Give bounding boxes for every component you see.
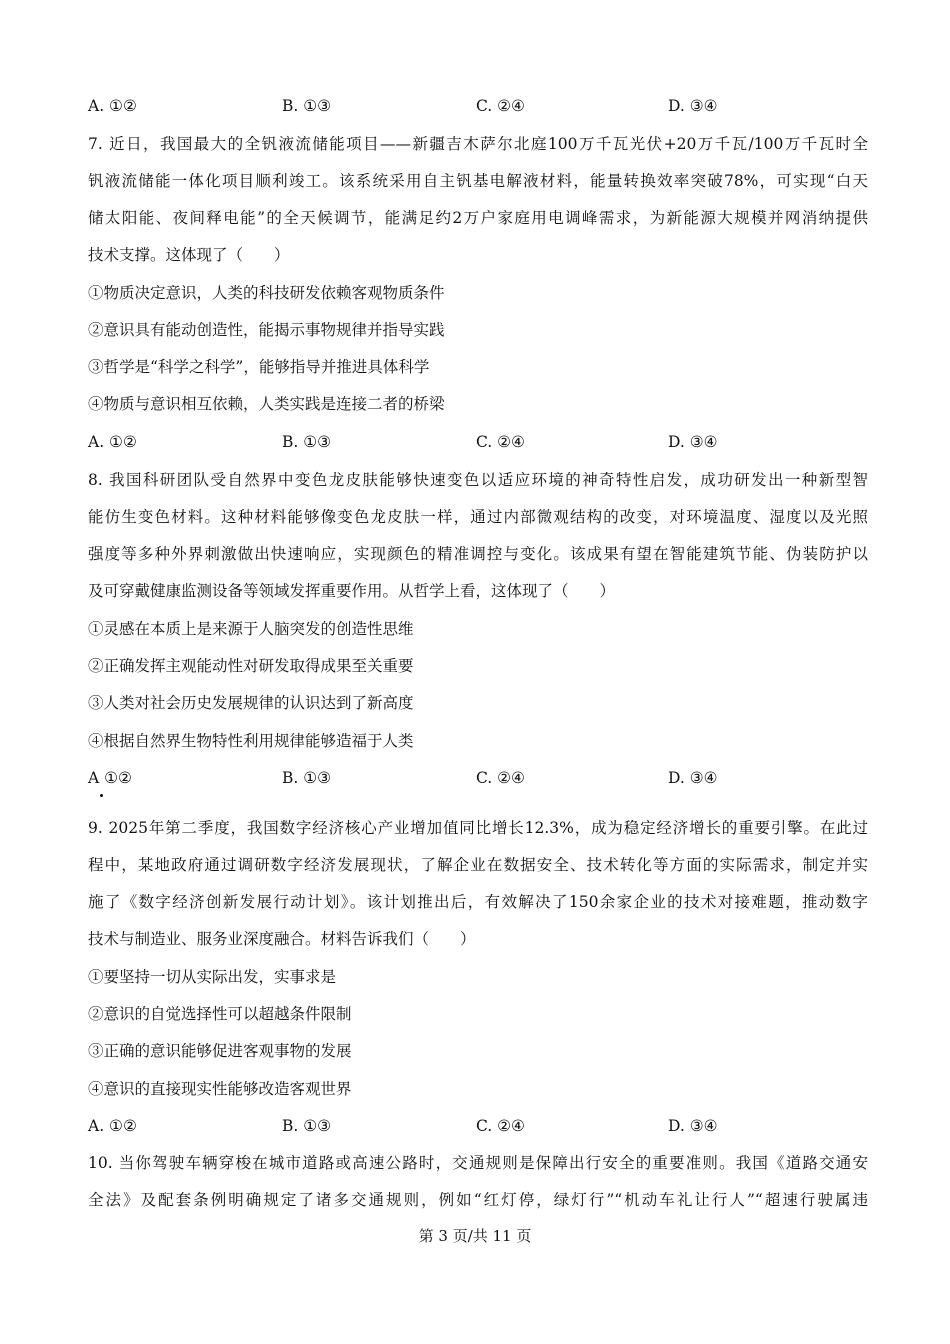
- q7-option-a: A. ①②: [88, 433, 137, 451]
- q6-option-d: D. ③④: [668, 97, 718, 115]
- q6-option-a: A. ①②: [88, 97, 137, 115]
- q9-option-c: C. ②④: [476, 1117, 525, 1135]
- q8-statement: ①灵感在本质上是来源于人脑突发的创造性思维: [88, 620, 414, 638]
- q8-option-d: D. ③④: [668, 769, 718, 787]
- q7-stem-line: 储太阳能、夜间释电能”的全天候调节，能满足约2万户家庭用电调峰需求，为新能源大规模并网消纳提供: [88, 209, 868, 227]
- q9-options: [88, 1116, 868, 1136]
- q9-option-b: B. ①③: [282, 1117, 332, 1135]
- q9-stem-line: 程中，某地政府通过调研数字经济发展现状，了解企业在数据安全、技术转化等方面的实际需求，制定并实: [88, 856, 868, 874]
- page-footer: 第 3 页/共 11 页: [418, 1227, 532, 1245]
- q6-options: [88, 96, 868, 116]
- q7-stem-line: 7. 近日，我国最大的全钒液流储能项目——新疆吉木萨尔北庭100万千瓦光伏+20万千瓦/100万千瓦时全: [88, 135, 868, 153]
- q9-option-a: A. ①②: [88, 1117, 137, 1135]
- q9-stem-line: 技术与制造业、服务业深度融合。材料告诉我们（ ）: [88, 930, 476, 948]
- q9-stem-line: 施了《数字经济创新发展行动计划》。该计划推出后，有效解决了150余家企业的技术对接难题，推动数字: [88, 893, 868, 911]
- q9-statement: ①要坚持一切从实际出发，实事求是: [88, 968, 337, 986]
- q8-stem-line: 及可穿戴健康监测设备等领域发挥重要作用。从哲学上看，这体现了（ ）: [88, 582, 616, 600]
- q8-option-c: C. ②④: [476, 769, 525, 787]
- q9-option-d: D. ③④: [668, 1117, 718, 1135]
- q7-statement: ③哲学是“科学之科学”，能够指导并推进具体科学: [88, 358, 430, 376]
- q6-option-b: B. ①③: [282, 97, 332, 115]
- q7-statement: ④物质与意识相互依赖，人类实践是连接二者的桥梁: [88, 395, 445, 413]
- q8-option-b: B. ①③: [282, 769, 332, 787]
- stray-dot-mark: [100, 794, 103, 797]
- q8-options: [88, 768, 868, 788]
- q7-option-b: B. ①③: [282, 433, 332, 451]
- q8-stem-line: 强度等多种外界刺激做出快速响应，实现颜色的精准调控与变化。该成果有望在智能建筑节能、伪装防护以: [88, 545, 868, 563]
- q8-stem-line: 能仿生变色材料。这种材料能够像变色龙皮肤一样，通过内部微观结构的改变，对环境温度、湿度以及光照: [88, 508, 868, 526]
- q7-stem-line: 技术支撑。这体现了（ ）: [88, 246, 290, 264]
- q6-option-c: C. ②④: [476, 97, 525, 115]
- q8-statement: ③人类对社会历史发展规律的认识达到了新高度: [88, 694, 414, 712]
- q9-statement: ④意识的直接现实性能够改造客观世界: [88, 1080, 352, 1098]
- q7-statement: ②意识具有能动创造性，能揭示事物规律并指导实践: [88, 321, 445, 339]
- q7-statement: ①物质决定意识，人类的科技研发依赖客观物质条件: [88, 284, 445, 302]
- q9-stem-line: 9. 2025年第二季度，我国数字经济核心产业增加值同比增长12.3%，成为稳定经济增长的重要引擎。在此过: [88, 819, 868, 837]
- q8-option-a: A ①②: [88, 769, 132, 787]
- q7-stem-line: 钒液流储能一体化项目顺利竣工。该系统采用自主钒基电解液材料，能量转换效率突破78%，可实现“白天: [88, 172, 868, 190]
- q7-options: [88, 432, 868, 452]
- q8-statement: ②正确发挥主观能动性对研发取得成果至关重要: [88, 657, 414, 675]
- q7-option-c: C. ②④: [476, 433, 525, 451]
- q9-statement: ②意识的自觉选择性可以超越条件限制: [88, 1005, 352, 1023]
- q8-statement: ④根据自然界生物特性利用规律能够造福于人类: [88, 732, 414, 750]
- q9-statement: ③正确的意识能够促进客观事物的发展: [88, 1042, 352, 1060]
- q10-stem-line: 全法》及配套条例明确规定了诸多交通规则，例如“红灯停，绿灯行”“机动车礼让行人”“超速行驶属违: [88, 1191, 868, 1209]
- q10-stem-line: 10. 当你驾驶车辆穿梭在城市道路或高速公路时，交通规则是保障出行安全的重要准则。我国《道路交通安: [88, 1154, 868, 1172]
- q7-option-d: D. ③④: [668, 433, 718, 451]
- q8-stem-line: 8. 我国科研团队受自然界中变色龙皮肤能够快速变色以适应环境的神奇特性启发，成功研发出一种新型智: [88, 471, 868, 489]
